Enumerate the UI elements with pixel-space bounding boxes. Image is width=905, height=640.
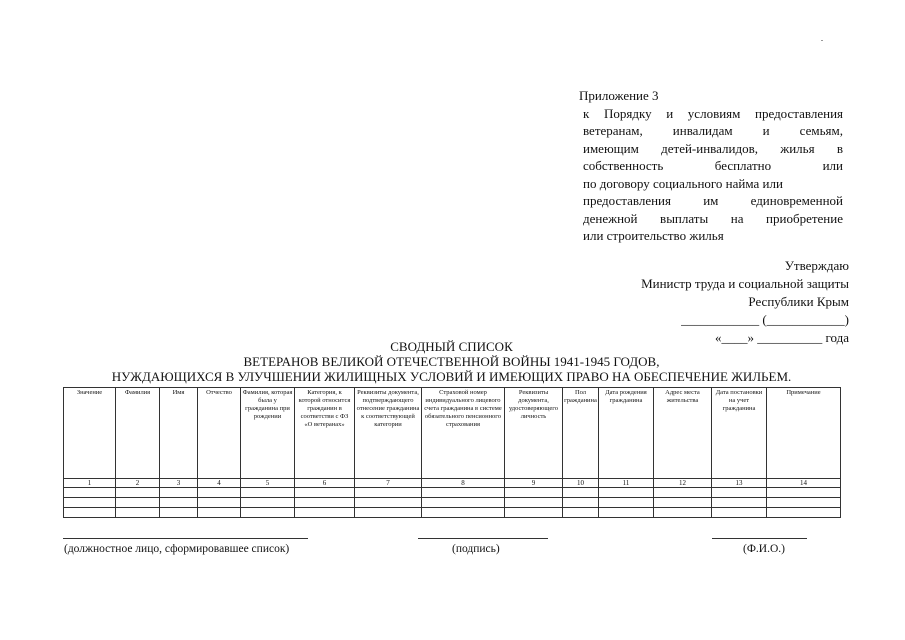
appendix-line: имеющим детей-инвалидов, жилья в	[583, 140, 843, 156]
appendix-line: предоставления им единовременной	[583, 193, 843, 208]
column-header: Примечание	[767, 388, 841, 479]
table-cell	[160, 488, 198, 498]
column-header: Фамилия, которая была у гражданина при рождении	[241, 388, 295, 479]
table-cell	[198, 498, 241, 508]
table-row	[64, 498, 841, 508]
table-body	[64, 488, 841, 518]
table-cell	[116, 508, 160, 518]
table-header-row	[64, 388, 841, 479]
column-header: Значение	[64, 388, 116, 479]
table-cell	[712, 488, 767, 498]
column-header: Фамилия	[116, 388, 160, 479]
table-cell	[64, 508, 116, 518]
table-cell	[654, 508, 712, 518]
table-cell	[198, 488, 241, 498]
table-cell	[116, 498, 160, 508]
column-number-row	[64, 479, 841, 488]
table-cell	[767, 498, 841, 508]
table-cell	[295, 508, 355, 518]
table-cell	[767, 508, 841, 518]
table-cell	[712, 498, 767, 508]
table-row	[64, 488, 841, 498]
column-number: 5	[241, 479, 295, 488]
column-number: 1	[64, 479, 116, 488]
column-number: 6	[295, 479, 355, 488]
appendix-line: денежной выплаты на приобретение	[583, 210, 843, 226]
approve-date-line: «____» __________ года	[714, 330, 849, 345]
table-cell	[198, 508, 241, 518]
scan-speck	[821, 40, 823, 41]
approve-word: Утверждаю	[784, 258, 849, 273]
column-number: 2	[116, 479, 160, 488]
table-cell	[64, 488, 116, 498]
table-cell	[241, 508, 295, 518]
title-line-2: ВЕТЕРАНОВ ВЕЛИКОЙ ОТЕЧЕСТВЕННОЙ ВОЙНЫ 1941-1945 ГОДОВ,	[243, 354, 660, 369]
table-cell	[563, 488, 599, 498]
column-number: 12	[654, 479, 712, 488]
approve-position: Министр труда и социальной защиты	[641, 276, 849, 291]
appendix-heading: Приложение 3	[579, 88, 659, 103]
table-cell	[654, 498, 712, 508]
column-header: Страховой номер индивидуального лицевого счета гражданина в системе обязательного пенсионного страхования	[422, 388, 505, 479]
fio-line	[712, 538, 807, 539]
table-cell	[563, 498, 599, 508]
approval-block	[589, 257, 849, 347]
table-cell	[241, 488, 295, 498]
approve-republic: Республики Крым	[748, 294, 849, 309]
column-header: Пол гражданина	[563, 388, 599, 479]
column-number: 10	[563, 479, 599, 488]
column-header: Дата рождения гражданина	[599, 388, 654, 479]
column-number: 9	[505, 479, 563, 488]
footer-signature-label: (подпись)	[452, 543, 500, 555]
document-title	[60, 339, 843, 384]
table-cell	[355, 498, 422, 508]
title-line-3: НУЖДАЮЩИХСЯ В УЛУЧШЕНИИ ЖИЛИЩНЫХ УСЛОВИЙ И ИМЕЮЩИХ ПРАВО НА ОБЕСПЕЧЕНИЕ ЖИЛЬЕМ.	[111, 369, 792, 384]
table-cell	[295, 498, 355, 508]
table-cell	[599, 488, 654, 498]
appendix-line: или строительство жилья	[583, 228, 724, 243]
column-number: 3	[160, 479, 198, 488]
table-cell	[599, 498, 654, 508]
appendix-line: ветеранам, инвалидам и семьям,	[583, 123, 843, 138]
column-header: Реквизиты документа, подтверждающего отнесение гражданина к соответствующей категории	[355, 388, 422, 479]
table-cell	[767, 488, 841, 498]
table-cell	[64, 498, 116, 508]
table-cell	[505, 488, 563, 498]
title-line-1: СВОДНЫЙ СПИСОК	[390, 339, 513, 354]
table-cell	[295, 488, 355, 498]
table-cell	[160, 498, 198, 508]
signature-line	[418, 538, 548, 539]
table-row	[64, 508, 841, 518]
footer-official-label: (должностное лицо, сформировавшее список)	[64, 543, 290, 555]
column-header: Категория, к которой относится гражданин в соответстви с ФЗ «О ветеранах»	[295, 388, 355, 479]
table-cell	[505, 498, 563, 508]
column-number: 8	[422, 479, 505, 488]
column-number: 4	[198, 479, 241, 488]
column-header: Отчество	[198, 388, 241, 479]
table-cell	[116, 488, 160, 498]
appendix-block	[579, 87, 843, 245]
column-header: Имя	[160, 388, 198, 479]
table-cell	[654, 488, 712, 498]
approve-signature-line: ____________ (____________)	[681, 312, 849, 327]
table-cell	[355, 508, 422, 518]
table-cell	[241, 498, 295, 508]
appendix-line: собственность бесплатно или	[583, 158, 843, 173]
table-cell	[422, 508, 505, 518]
appendix-line: по договору социального найма или	[583, 175, 783, 191]
footer-fio-label: (Ф.И.О.)	[743, 543, 785, 555]
veterans-table	[63, 387, 841, 518]
column-number: 11	[599, 479, 654, 488]
column-header: Адрес места жительства	[654, 388, 712, 479]
column-number: 14	[767, 479, 841, 488]
appendix-line: к Порядку и условиям предоставления	[583, 105, 843, 121]
official-signature-line	[63, 538, 308, 539]
table-cell	[355, 488, 422, 498]
column-number: 7	[355, 479, 422, 488]
column-number: 13	[712, 479, 767, 488]
table-cell	[599, 508, 654, 518]
column-header: Дата постановки на учет гражданина	[712, 388, 767, 479]
table-cell	[505, 508, 563, 518]
table-cell	[712, 508, 767, 518]
table-cell	[563, 508, 599, 518]
table-cell	[160, 508, 198, 518]
table-cell	[422, 488, 505, 498]
column-header: Реквизиты документа, удостоверяющего личность	[505, 388, 563, 479]
table-cell	[422, 498, 505, 508]
